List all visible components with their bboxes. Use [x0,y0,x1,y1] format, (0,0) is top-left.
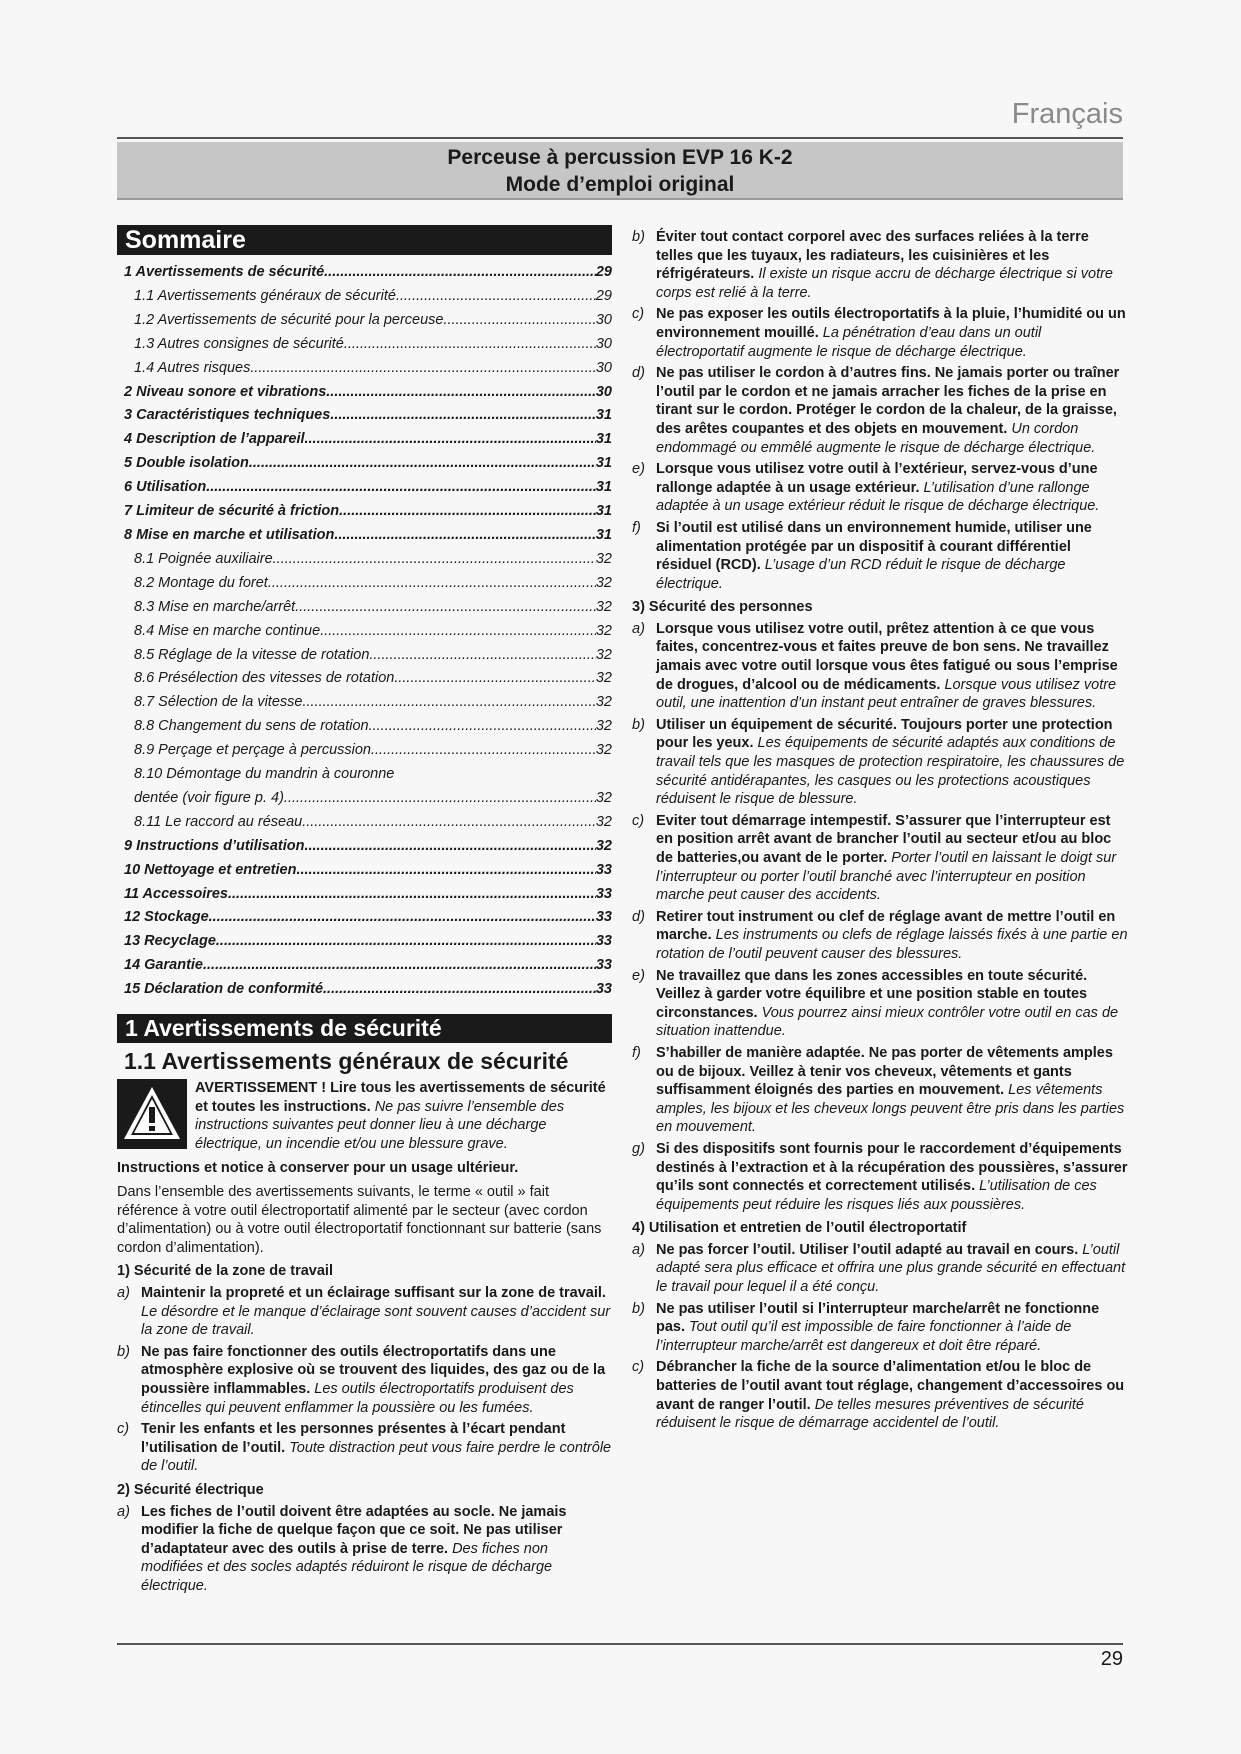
toc-entry[interactable] [124,596,612,620]
toc-entry-label: 8.5 Réglage de la vitesse de rotation [134,646,370,663]
toc-entry[interactable] [124,978,612,1002]
toc-entry-label: 8.7 Sélection de la vitesse [134,694,303,711]
item-instruction: Les fiches de l’outil doivent être adaptées au socle. Ne jamais modifier la fiche de quelque façon que ce soit. Ne pas utiliser d’adaptateur avec des outils à prise de terre. [141,1503,567,1557]
toc-entry[interactable] [124,739,612,763]
footer-rule [117,1643,1123,1645]
toc-entry[interactable] [124,309,612,333]
toc-entry[interactable] [124,667,612,691]
instruction-item [632,908,1129,964]
toc-entry-page: 32 [595,813,612,830]
toc-entry-label: 4 Description de l’appareil [124,431,305,448]
toc-entry-label: 14 Garantie [124,957,203,974]
toc-entry[interactable] [124,954,612,978]
toc-leader-dots [369,715,596,739]
item-instruction: Ne travaillez que dans les zones accessibles en toute sécurité. Veillez à garder votre équilibre et une position stable en toutes circonstances. [656,967,1088,1021]
toc-entry-page: 33 [595,861,612,878]
instruction-item [117,1503,612,1596]
toc-entry-page: 31 [595,526,612,543]
item-letter: d) [632,908,645,925]
toc-entry[interactable] [124,835,612,859]
item-explanation: Tout outil qu’il est impossible de faire fonctionner à l’aide de l’interrupteur marche/arrêt est dangereux et doit être réparé. [656,1319,1072,1354]
toc-entry-page: 32 [595,550,612,567]
subsection-heading: 1.1 Avertissements généraux de sécurité [124,1048,569,1075]
toc-leader-dots [371,739,596,763]
item-explanation: Les outils électroportatifs produisent des étincelles qui peuvent enflammer la poussière ou les fumées. [141,1381,574,1416]
toc-leader-dots [323,978,596,1002]
toc-leader-dots [334,524,596,548]
toc-entry-page: 30 [595,383,612,400]
item-instruction: Eviter tout démarrage intempestif. S’assurer que l’interrupteur est en position arrêt avant de brancher l’outil au secteur et/ou au bloc de batteries,ou avant de le porter. [656,812,1112,866]
toc-entry[interactable] [124,333,612,357]
toc-entry[interactable] [124,906,612,930]
warning-triangle-icon [117,1079,187,1149]
toc-entry[interactable] [124,381,612,405]
toc-entry-page: 33 [595,885,612,902]
header-rule [117,137,1123,139]
toc-entry-label: 10 Nettoyage et entretien [124,861,297,878]
item-letter: c) [632,1359,645,1376]
toc-entry-label: 9 Instructions d’utilisation [124,837,305,854]
toc-leader-dots [324,261,596,285]
toc-entry-label: 2 Niveau sonore et vibrations [124,383,327,400]
item-explanation: Il existe un risque accru de décharge électrique si votre corps est relié à la terre. [656,266,1113,301]
item-explanation: Toute distraction peut vous faire perdre le contrôle de l’outil. [141,1439,612,1475]
instruction-item [632,460,1129,516]
toc-entry-label: 1.2 Avertissements de sécurité pour la perceuse [134,311,444,328]
toc-leader-dots [203,954,596,978]
item-explanation: Un cordon endommagé ou emmêlé augmente le risque de décharge électrique. [656,420,1096,456]
group1-title: 1) Sécurité de la zone de travail [117,1263,333,1280]
item-instruction: Ne pas faire fonctionner des outils électroportatifs dans une atmosphère explosive où se trouvent des liquides, des gaz ou de la poussière inflammables. [141,1343,606,1397]
toc-entry-page: 32 [595,789,612,806]
section-heading: 1 Avertissements de sécurité [117,1014,612,1043]
doc-title: Perceuse à percussion EVP 16 K-2 [447,146,793,169]
toc-leader-dots [394,667,596,691]
toc-leader-dots [250,357,596,381]
toc-entry-label: 1.4 Autres risques [134,359,251,376]
item-instruction: Éviter tout contact corporel avec des surfaces reliées à la terre telles que les tuyaux, les radiateurs, les cuisinières et les réfrigérateurs. [656,229,1089,283]
toc-entry-page: 32 [595,694,612,711]
toc-entry-page: 32 [595,670,612,687]
instruction-item [632,716,1129,809]
toc-leader-dots [209,906,596,930]
toc-entry-page: 30 [595,359,612,376]
toc-leader-dots [320,620,596,644]
toc-entry-label: 8.8 Changement du sens de rotation [134,718,369,735]
item-instruction: Si des dispositifs sont fournis pour le raccordement d’équipements destinés à l’extraction et à la récupération des poussières, s’assurer qu’ils sont connectés et correctement utilisés. [656,1140,1128,1195]
item-instruction: Ne pas forcer l’outil. Utiliser l’outil adapté au travail en cours. [656,1241,1079,1258]
toc-leader-dots [339,500,596,524]
toc-leader-dots [396,285,596,309]
item-explanation: L’outil adapté sera plus efficace et offrira une plus grande sécurité en effectuant le travail pour lequel il a été conçu. [656,1241,1126,1296]
instruction-item [632,228,1129,302]
toc-entry-label: 8.6 Présélection des vitesses de rotation [134,670,395,687]
item-explanation: Porter l’outil en laissant le doigt sur l’interrupteur ou porter l’outil branché avec l’interrupteur en position marche peut causer des accidents. [656,850,1117,904]
right-column [632,225,1129,1433]
item-letter: a) [632,620,645,637]
item-explanation: Lorsque vous utilisez votre outil, une inattention d’un instant peut entraîner de graves blessures. [656,676,1117,712]
table-of-contents [117,261,612,1002]
instruction-item [632,305,1129,361]
instruction-item [632,620,1129,713]
toc-entry-page: 32 [595,622,612,639]
toc-entry-page: 32 [595,574,612,591]
toc-entry-label: 6 Utilisation [124,479,207,496]
toc-entry-label: 8.4 Mise en marche continue [134,622,321,639]
toc-entry-label: 8.9 Perçage et perçage à percussion [134,742,371,759]
instruction-item [632,1140,1129,1214]
item-letter: b) [632,716,645,733]
item-explanation: L’usage d’un RCD réduit le risque de décharge électrique. [656,557,1066,592]
toc-entry-label: 12 Stockage [124,909,209,926]
toc-leader-dots [273,548,596,572]
group4-title: 4) Utilisation et entretien de l’outil électroportatif [632,1220,967,1237]
item-instruction: Maintenir la propreté et un éclairage suffisant sur la zone de travail. [141,1285,606,1302]
toc-entry-page: 33 [595,957,612,974]
group3-list [632,620,1129,1214]
toc-heading: Sommaire [117,225,612,255]
toc-leader-dots [302,691,595,715]
toc-entry[interactable] [124,691,612,715]
item-instruction: Lorsque vous utilisez votre outil à l’extérieur, servez-vous d’une rallonge adaptée à un usage extérieur. [656,461,1098,496]
group2-list-left [117,1503,612,1596]
toc-entry-page: 30 [595,335,612,352]
item-instruction: Ne pas exposer les outils électroportatifs à la pluie, l’humidité ou un environnement mouillé. [656,306,1126,341]
intro-paragraph: Dans l’ensemble des avertissements suivants, le terme « outil » fait référence à votre outil électroportatif alimenté par le secteur (avec cordon d’alimentation) ou à votre outil électroportatif fonctionnant sur batterie (sans cordon d’alimentation). [117,1184,602,1256]
toc-entry-label: 3 Caractéristiques techniques [124,407,331,424]
toc-leader-dots [216,930,596,954]
toc-leader-dots [369,644,595,668]
instruction-item [632,364,1129,457]
language-label: Français [1011,98,1123,130]
toc-entry-label: 5 Double isolation [124,455,249,472]
toc-leader-dots [302,811,596,835]
toc-entry-label: 1.1 Avertissements généraux de sécurité [134,287,396,304]
toc-entry[interactable] [124,500,612,524]
toc-leader-dots [330,404,596,428]
toc-leader-dots [268,572,596,596]
item-instruction: S’habiller de manière adaptée. Ne pas porter de vêtements amples ou de bijoux. Veillez à tenir vos cheveux, vêtements et gants suffisamment éloignés des parties en mouvement. [656,1044,1113,1099]
toc-entry-page: 31 [595,407,612,424]
item-letter: e) [632,461,645,478]
toc-entry-label: 13 Recyclage [124,933,216,950]
toc-entry-page: 31 [595,479,612,496]
item-explanation: La pénétration d’eau dans un outil électroportatif augmente le risque de décharge électrique. [656,324,1042,360]
toc-entry[interactable] [124,261,612,285]
toc-leader-dots [344,333,596,357]
toc-entry-label: 1 Avertissements de sécurité [124,264,325,280]
toc-entry-page: 29 [595,264,612,280]
instruction-item [117,1284,612,1340]
item-explanation: De telles mesures préventives de sécurité réduisent le risque de démarrage accidentel de l’outil. [656,1396,1084,1432]
toc-entry[interactable] [124,644,612,668]
toc-entry[interactable] [124,811,612,835]
item-letter: g) [632,1140,645,1157]
item-letter: a) [632,1241,645,1258]
toc-leader-dots [304,835,595,859]
toc-entry-page: 29 [595,287,612,304]
instruction-item [632,967,1129,1041]
item-letter: f) [632,519,641,536]
item-letter: c) [632,812,645,829]
item-letter: b) [632,1300,645,1317]
toc-leader-dots [305,428,596,452]
instruction-item [632,1241,1129,1297]
toc-entry[interactable] [124,357,612,381]
instruction-item [117,1420,612,1476]
toc-leader-dots [206,476,596,500]
group2-title: 2) Sécurité électrique [117,1481,264,1498]
item-explanation: Le désordre et le manque d’éclairage sont souvent causes d’accident sur la zone de travail. [141,1303,611,1339]
toc-entry[interactable] [124,930,612,954]
toc-entry-page: 32 [595,718,612,735]
item-letter: c) [117,1421,130,1438]
item-explanation: Les instruments ou clefs de réglage laissés fixés à une partie en rotation de l’outil peuvent causer des blessures. [656,927,1128,962]
item-instruction: Débrancher la fiche de la source d’alimentation et/ou le bloc de batteries de l’outil avant tout réglage, changement d’accessoires ou avant de ranger l’outil. [656,1359,1125,1413]
warning-italic: Ne pas suivre l’ensemble des instructions suivantes peut donner lieu à une décharge électrique, un incendie et/ou une blessure grave. [195,1098,565,1152]
toc-entry-page: 33 [595,981,612,998]
title-box [117,142,1123,200]
toc-entry-page: 31 [595,431,612,448]
warning-bold: AVERTISSEMENT ! Lire tous les avertissements de sécurité et toutes les instructions. [195,1080,606,1115]
left-column [117,225,612,1596]
instruction-item [632,812,1129,905]
toc-entry-label: 7 Limiteur de sécurité à friction [124,503,340,520]
item-instruction: Si l’outil est utilisé dans un environnement humide, utiliser une alimentation protégée par un dispositif à courant différentiel résiduel (RCD). [656,519,1092,574]
toc-entry[interactable] [124,285,612,309]
item-letter: b) [632,229,645,245]
toc-entry-label: 8.3 Mise en marche/arrêt [134,598,296,615]
item-explanation: Les vêtements amples, les bijoux et les cheveux longs peuvent être pris dans les parties en mouvement. [656,1082,1125,1136]
item-explanation: Des fiches non modifiées et des socles adaptés réduiront le risque de décharge électrique. [141,1540,553,1594]
toc-entry[interactable] [124,452,612,476]
item-letter: d) [632,365,645,382]
toc-entry[interactable] [124,787,612,811]
item-instruction: Tenir les enfants et les personnes présentes à l’écart pendant l’utilisation de l’outil. [141,1421,566,1456]
item-instruction: Retirer tout instrument ou clef de réglage avant de mettre l’outil en marche. [656,908,1116,944]
toc-entry-page: 33 [595,909,612,926]
item-instruction: Ne pas utiliser le cordon à d’autres fins. Ne jamais porter ou traîner l’outil par le cordon et ne jamais arracher les fiches de la prise en tirant sur le cordon. Protéger le cordon de la chaleur, de la graisse, des arêtes coupantes et des objets en mouvement. [656,365,1120,437]
toc-entry[interactable] [124,524,612,548]
toc-entry-page: 32 [595,837,612,854]
toc-entry-page: 33 [595,933,612,950]
item-letter: e) [632,967,645,984]
instruction-item [632,1358,1129,1432]
toc-entry-page: 30 [595,311,612,328]
item-letter: a) [117,1503,130,1520]
toc-entry[interactable] [124,572,612,596]
item-explanation: L’utilisation d’une rallonge adaptée à un usage extérieur réduit le risque de décharge électrique. [656,479,1100,515]
toc-entry-page: 32 [595,742,612,759]
toc-entry[interactable] [124,476,612,500]
toc-entry[interactable] [124,883,612,907]
item-instruction: Lorsque vous utilisez votre outil, prêtez attention à ce que vous faites, concentrez-vous et faites preuve de bon sens. Ne travaillez jamais avec votre outil lorsque vous êtes fatigué ou sous l’emprise de drogues, d’alcool ou de médicaments. [656,620,1118,693]
toc-entry[interactable] [124,548,612,572]
toc-entry-label: dentée (voir figure p. 4) [134,789,284,806]
toc-entry-label: 8 Mise en marche et utilisation [124,526,335,543]
toc-entry[interactable] [124,620,612,644]
doc-subtitle: Mode d’emploi original [505,173,735,196]
toc-entry[interactable] [124,859,612,883]
instruction-item [117,1343,612,1417]
warning-block [117,1079,612,1153]
toc-entry-label: 8.2 Montage du foret [134,574,268,591]
item-letter: b) [117,1343,130,1360]
group1-list [117,1284,612,1476]
item-letter: f) [632,1044,641,1061]
toc-entry-label: 8.11 Le raccord au réseau [134,813,303,830]
toc-leader-dots [326,381,596,405]
toc-entry-label: 1.3 Autres consignes de sécurité [134,335,344,352]
toc-leader-dots [284,787,596,811]
group3-title: 3) Sécurité des personnes [632,599,813,616]
toc-entry-page: 31 [595,503,612,520]
item-letter: a) [117,1285,130,1302]
item-explanation: L’utilisation de ces équipements peut réduire les risques liés aux poussières. [656,1178,1097,1213]
toc-entry-label: 8.1 Poignée auxiliaire [134,550,273,567]
toc-leader-dots [249,452,596,476]
item-instruction: Ne pas utiliser l’outil si l’interrupteur marche/arrêt ne fonctionne pas. [656,1300,1100,1336]
toc-entry-page: 32 [595,646,612,663]
toc-leader-dots [228,883,596,907]
item-letter: c) [632,306,645,323]
group2-list-right [632,228,1129,593]
instruction-item [632,1300,1129,1356]
toc-entry-label: 15 Déclaration de conformité [124,981,324,998]
toc-leader-dots [296,859,595,883]
toc-entry[interactable] [124,715,612,739]
item-explanation: Les équipements de sécurité adaptés aux conditions de travail tels que les masques de protection respiratoire, les chaussures de sécurité antidérapantes, les casques ou les protections acoustiques réduisent le risque de blessure. [656,735,1125,808]
instruction-item [632,1044,1129,1137]
instruction-item [632,519,1129,593]
toc-entry-prefix: 8.10 Démontage du mandrin à couronne [134,766,395,783]
item-explanation: Vous pourrez ainsi mieux contrôler votre outil en cas de situation inattendue. [656,1004,1119,1040]
toc-entry-page: 31 [595,455,612,472]
group4-list [632,1241,1129,1433]
toc-entry-page: 32 [595,598,612,615]
item-instruction: Utiliser un équipement de sécurité. Toujours porter une protection pour les yeux. [656,716,1113,752]
toc-leader-dots [444,309,596,333]
toc-entry[interactable] [124,428,612,452]
page-number: 29 [1100,1648,1123,1670]
toc-entry-label: 11 Accessoires [124,885,228,902]
toc-leader-dots [295,596,596,620]
keep-note: Instructions et notice à conserver pour un usage ultérieur. [117,1160,519,1177]
toc-entry[interactable] [124,404,612,428]
